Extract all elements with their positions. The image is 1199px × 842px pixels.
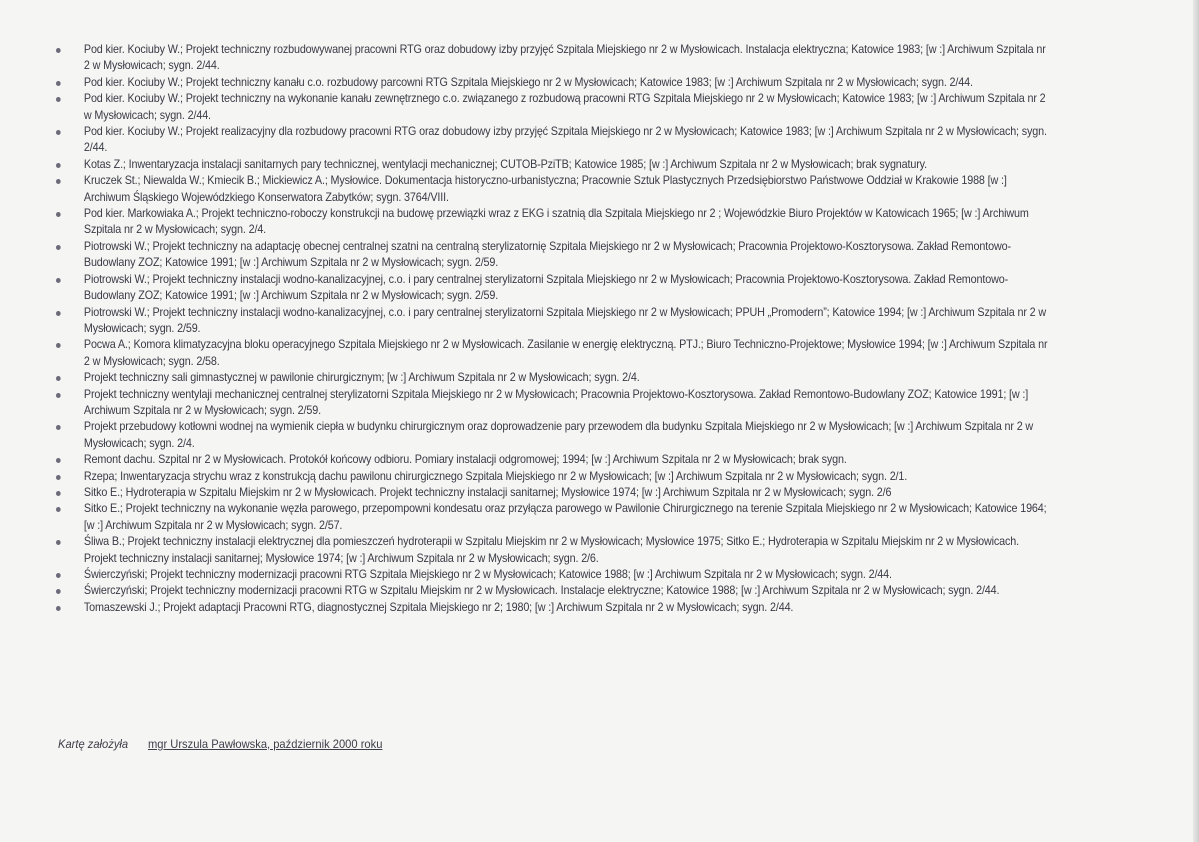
bibliography-entry-text: Remont dachu. Szpital nr 2 w Mysłowicach. Protokół końcowy odbioru. Pomiary instalacji odgromowej; 1994; [w :] Archiwum Szpitala nr 2 w Mysłowicach; brak sygn. (83, 453, 847, 467)
bullet-icon (56, 376, 61, 381)
bullet-icon (56, 573, 61, 578)
bibliography-entry-text: Kruczek St.; Niewalda W.; Kmiecik B.; Mickiewicz A.; Mysłowice. Dokumentacja historyczno-urbanistyczna; Pracownie Sztuk Plastycznych Przedsiębiorstwo Państwowe Oddział w Krakowie 1988 [w :] Archiwum Śląskiego Wojewódzkiego Konserwatora Zabytków; sygn. 3764/VIII. (83, 174, 1007, 204)
bibliography-entry (56, 501, 1051, 534)
bullet-icon (56, 179, 61, 184)
bibliography-entry-text: Rzepa; Inwentaryzacja strychu wraz z konstrukcją dachu pawilonu chirurgicznego Szpitala Miejskiego nr 2 w Mysłowicach; [w :] Archiwum Szpitala nr 2 w Mysłowicach; sygn. 2/1. (83, 469, 908, 483)
bibliography-entry-text: Sitko E.; Projekt techniczny na wykonanie węzła parowego, przepompowni kondesatu oraz przyłącza parowego w Pawilonie Chirurgicznego na terenie Szpitala Miejskiego nr 2 w Mysłowicach; Katowice 1964; [w :] Archiwum Szpitala nr 2 w Mysłowicach; sygn. 2/57. (83, 502, 1047, 532)
bibliography-entry (56, 42, 1051, 75)
bibliography-entry-text: Śliwa B.; Projekt techniczny instalacji elektrycznej dla pomieszczeń hydroterapii w Szpitalu Miejskim nr 2 w Mysłowicach; Mysłowice 1975; Sitko E.; Hydroterapia w Szpitalu Miejskim nr 2 w Mysłowicach. Projekt techniczny instalacji sanitarnej; Mysłowice 1974; [w :] Archiwum Szpitala nr 2 w Mysłowicach; sygn. 2/6. (83, 535, 1019, 565)
bibliography-entry (56, 337, 1051, 370)
bibliography-entry-text: Pod kier. Kociuby W.; Projekt techniczny rozbudowywanej pracowni RTG oraz dobudowy izby przyjęć Szpitala Miejskiego nr 2 w Mysłowicach. Instalacja elektryczna; Katowice 1983; [w :] Archiwum Szpitala nr 2 w Mysłowicach; sygn. 2/44. (83, 43, 1046, 73)
bibliography-entry-text: Świerczyński; Projekt techniczny modernizacji pracowni RTG w Szpitalu Miejskim nr 2 w Mysłowicach. Instalacje elektryczne; Katowice 1988; [w :] Archiwum Szpitala nr 2 w Mysłowicach; sygn. 2/44. (83, 584, 1000, 598)
bibliography-entry-text: Projekt techniczny sali gimnastycznej w pawilonie chirurgicznym; [w :] Archiwum Szpitala nr 2 w Mysłowicach; sygn. 2/4. (83, 371, 640, 385)
bibliography-entry (56, 173, 1051, 206)
bibliography-list (56, 42, 1051, 616)
bibliography-entry (56, 75, 1051, 91)
bibliography-entry (56, 485, 1051, 501)
bibliography-entry (56, 583, 1051, 599)
bibliography-entry-text: Pod kier. Kociuby W.; Projekt realizacyjny dla rozbudowy pracowni RTG oraz dobudowy izby przyjęć Szpitala Miejskiego nr 2 w Mysłowicach; Katowice 1983; [w :] Archiwum Szpitala nr 2 w Mysłowicach; sygn. 2/44. (83, 125, 1047, 155)
bibliography-entry-text: Pod kier. Kociuby W.; Projekt techniczny na wykonanie kanału zewnętrznego c.o. związanego z rozbudową pracowni RTG Szpitala Miejskiego nr 2 w Mysłowicach; Katowice 1983; [w :] Archiwum Szpitala nr 2 w Mysłowicach; sygn. 2/44. (83, 92, 1046, 122)
bibliography-entry-text: Piotrowski W.; Projekt techniczny instalacji wodno-kanalizacyjnej, c.o. i pary centralnej sterylizatorni Szpitala Miejskiego nr 2 w Mysłowicach; Pracownia Projektowo-Kosztorysowa. Zakład Remontowo-Budowlany ZOZ; Katowice 1991; [w :] Archiwum Szpitala nr 2 w Mysłowicach; sygn. 2/59. (83, 272, 1009, 303)
bullet-icon (56, 81, 61, 86)
bibliography-entry (56, 452, 1051, 468)
bullet-icon (56, 278, 61, 283)
bibliography-entry-text: Piotrowski W.; Projekt techniczny instalacji wodno-kanalizacyjnej, c.o. i pary centralnej sterylizatorni Szpitala Miejskiego nr 2 w Mysłowicach; PPUH „Promodern”; Katowice 1994; [w :] Archiwum Szpitala nr 2 w Mysłowicach; sygn. 2/59. (83, 305, 1047, 335)
bibliography-entry-text: Tomaszewski J.; Projekt adaptacji Pracowni RTG, diagnostycznej Szpitala Miejskiego nr 2; 1980; [w :] Archiwum Szpitala nr 2 w Mysłowicach; sygn. 2/44. (83, 600, 794, 614)
bullet-icon (56, 393, 61, 398)
bullet-icon (56, 48, 61, 53)
bibliography-entry (56, 534, 1051, 567)
footer-label: Kartę założyła (58, 737, 129, 751)
bullet-icon (56, 97, 61, 102)
bullet-icon (56, 425, 61, 430)
bibliography-entry (56, 469, 1051, 485)
bullet-icon (56, 163, 61, 168)
bullet-icon (56, 245, 61, 250)
bullet-icon (56, 540, 61, 545)
bibliography-entry (56, 387, 1051, 420)
bibliography-entry (56, 239, 1051, 272)
bibliography-entry-text: Świerczyński; Projekt techniczny modernizacji pracowni RTG Szpitala Miejskiego nr 2 w Mysłowicach; Katowice 1988; [w :] Archiwum Szpitala nr 2 w Mysłowicach; sygn. 2/44. (83, 568, 892, 581)
bullet-icon (56, 475, 61, 480)
bibliography-entry-text: Piotrowski W.; Projekt techniczny na adaptację obecnej centralnej szatni na centralną sterylizatornię Szpitala Miejskiego nr 2 w Mysłowicach; Pracownia Projektowo-Kosztorysowa. Zakład Remontowo-Budowlany ZOZ; Katowice 1991; [w :] Archiwum Szpitala nr 2 w Mysłowicach; sygn. 2/59. (83, 239, 1011, 270)
bibliography-entry-text: Pocwa A.; Komora klimatyzacyjna bloku operacyjnego Szpitala Miejskiego nr 2 w Mysłowicach. Zasilanie w energię elektryczną. PTJ.; Biuro Techniczno-Projektowe; Mysłowice 1994; [w :] Archiwum Szpitala nr 2 w Mysłowicach; sygn. 2/58. (83, 338, 1048, 368)
bibliography-entry (56, 272, 1051, 305)
bibliography-entry (56, 91, 1051, 124)
bibliography-entry (56, 124, 1051, 157)
card-footer (58, 737, 382, 751)
bibliography-entry (56, 600, 1051, 616)
bibliography-entry (56, 157, 1051, 173)
bibliography-entry-text: Projekt techniczny wentylaji mechanicznej centralnej sterylizatorni Szpitala Miejskiego nr 2 w Mysłowicach; Pracownia Projektowo-Kosztorysowa. Zakład Remontowo-Budowlany ZOZ; Katowice 1991; [w :] Archiwum Szpitala nr 2 w Mysłowicach; sygn. 2/59. (83, 387, 1029, 417)
bibliography-entry (56, 567, 1051, 583)
bullet-icon (56, 212, 61, 217)
bibliography-entry (56, 370, 1051, 386)
scan-edge (1193, 0, 1199, 842)
footer-author: mgr Urszula Pawłowska, październik 2000 roku (147, 737, 383, 751)
bibliography-entry-text: Pod kier. Kociuby W.; Projekt techniczny kanału c.o. rozbudowy parcowni RTG Szpitala Miejskiego nr 2 w Mysłowicach; Katowice 1983; [w :] Archiwum Szpitala nr 2 w Mysłowicach; sygn. 2/44. (83, 75, 973, 89)
bullet-icon (56, 606, 61, 611)
bullet-icon (56, 130, 61, 135)
bullet-icon (56, 458, 61, 463)
bibliography-entry-text: Pod kier. Markowiaka A.; Projekt techniczno-roboczy konstrukcji na budowę przewiązki wraz z EKG i szatnią dla Szpitala Miejskiego nr 2 ; Wojewódzkie Biuro Projektów w Katowicach 1965; [w :] Archiwum Szpitala nr 2 w Mysłowicach; sygn. 2/4. (83, 207, 1029, 237)
bullet-icon (56, 507, 61, 512)
bullet-icon (56, 343, 61, 348)
bullet-icon (56, 589, 61, 594)
bibliography-entry-text: Projekt przebudowy kotłowni wodnej na wymienik ciepła w budynku chirurgicznym oraz doprowadzenie pary przewodem dla budynku Szpitala Miejskiego nr 2 w Mysłowicach; [w :] Archiwum Szpitala nr 2 w Mysłowicach; sygn. 2/4. (83, 420, 1034, 450)
bibliography-entry (56, 419, 1051, 452)
bibliography-entry-text: Kotas Z.; Inwentaryzacja instalacji sanitarnych pary technicznej, wentylacji mechanicznej; CUTOB-PziTB; Katowice 1985; [w :] Archiwum Szpitala nr 2 w Mysłowicach; brak sygnatury. (83, 157, 927, 171)
bibliography-entry (56, 206, 1051, 239)
bibliography-entry (56, 305, 1051, 338)
bullet-icon (56, 311, 61, 316)
bibliography-entry-text: Sitko E.; Hydroterapia w Szpitalu Miejskim nr 2 w Mysłowicach. Projekt techniczny instalacji sanitarnej; Mysłowice 1974; [w :] Archiwum Szpitala nr 2 w Mysłowicach; sygn. 2/6 (83, 485, 892, 499)
bullet-icon (56, 491, 61, 496)
